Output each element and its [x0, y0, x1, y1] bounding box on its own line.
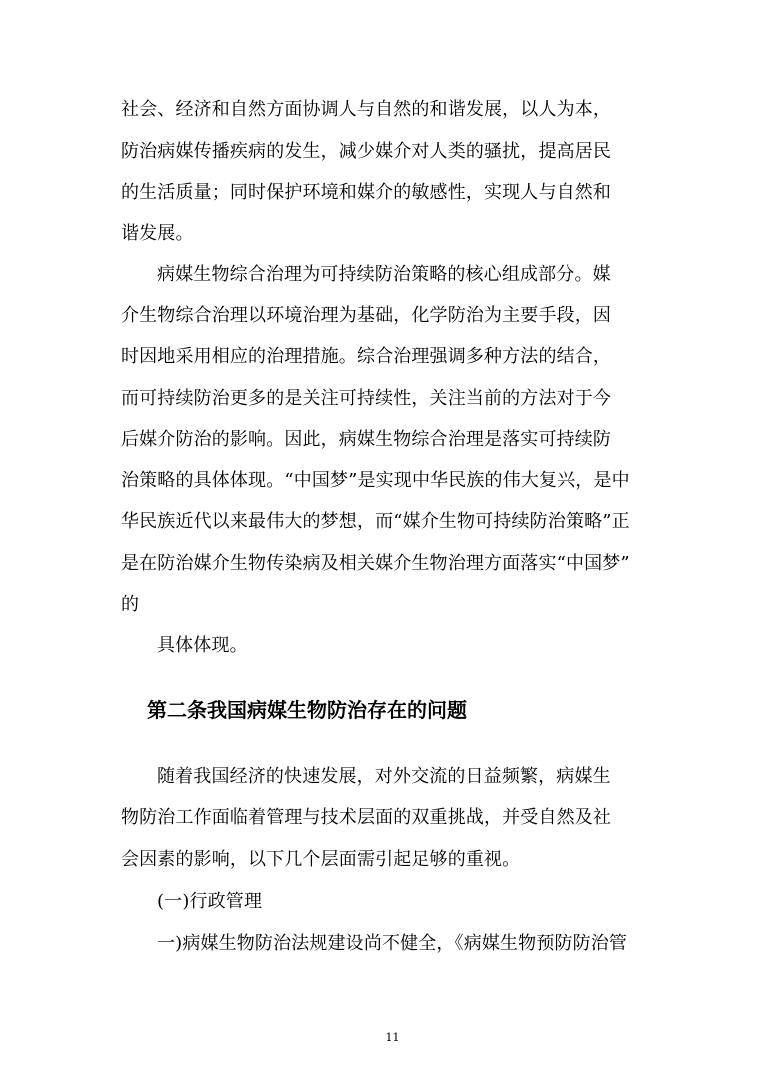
paragraph-4-line-3: 会因素的影响，以下几个层面需引起足够的重视。	[121, 849, 521, 870]
page-number: 11	[385, 1031, 400, 1044]
paragraph-1-line-4: 谐发展。	[121, 223, 194, 244]
paragraph-2-line-8: 是在防治媒介生物传染病及相关媒介生物治理方面落实“中国梦”	[121, 553, 630, 574]
paragraph-2-line-9: 的	[121, 594, 140, 615]
paragraph-3-line-1: 具体体现。	[157, 635, 248, 656]
paragraph-2-line-1: 病媒生物综合治理为可持续防治策略的核心组成部分。媒	[157, 264, 611, 285]
subheading-administration: (一)行政管理	[157, 891, 263, 912]
paragraph-2-line-7: 华民族近代以来最伟大的梦想，而“媒介生物可持续防治策略”正	[121, 511, 630, 532]
paragraph-4-line-1: 随着我国经济的快速发展，对外交流的日益频繁，病媒生	[157, 766, 611, 787]
paragraph-5-line-1: 一)病媒生物防治法规建设尚不健全，《病媒生物预防防治管	[157, 933, 628, 954]
paragraph-2-line-6: 治策略的具体体现。“中国梦”是实现中华民族的伟大复兴，是中	[121, 470, 630, 491]
paragraph-2-line-5: 后媒介防治的影响。因此，病媒生物综合治理是落实可持续防	[121, 429, 612, 450]
paragraph-2-line-3: 时因地采用相应的治理措施。综合治理强调多种方法的结合，	[121, 346, 612, 367]
paragraph-4-line-2: 物防治工作面临着管理与技术层面的双重挑战，并受自然及社	[121, 807, 612, 828]
paragraph-2-line-4: 而可持续防治更多的是关注可持续性，关注当前的方法对于今	[121, 388, 612, 409]
paragraph-1-line-1: 社会、经济和自然方面协调人与自然的和谐发展，以人为本，	[121, 99, 612, 120]
paragraph-1-line-2: 防治病媒传播疾病的发生，减少媒介对人类的骚扰，提高居民	[121, 141, 612, 162]
paragraph-2-line-2: 介生物综合治理以环境治理为基础，化学防治为主要手段，因	[121, 305, 612, 326]
paragraph-1-line-3: 的生活质量；同时保护环境和媒介的敏感性，实现人与自然和	[121, 182, 612, 203]
section-heading: 第二条我国病媒生物防治存在的问题	[147, 698, 467, 722]
